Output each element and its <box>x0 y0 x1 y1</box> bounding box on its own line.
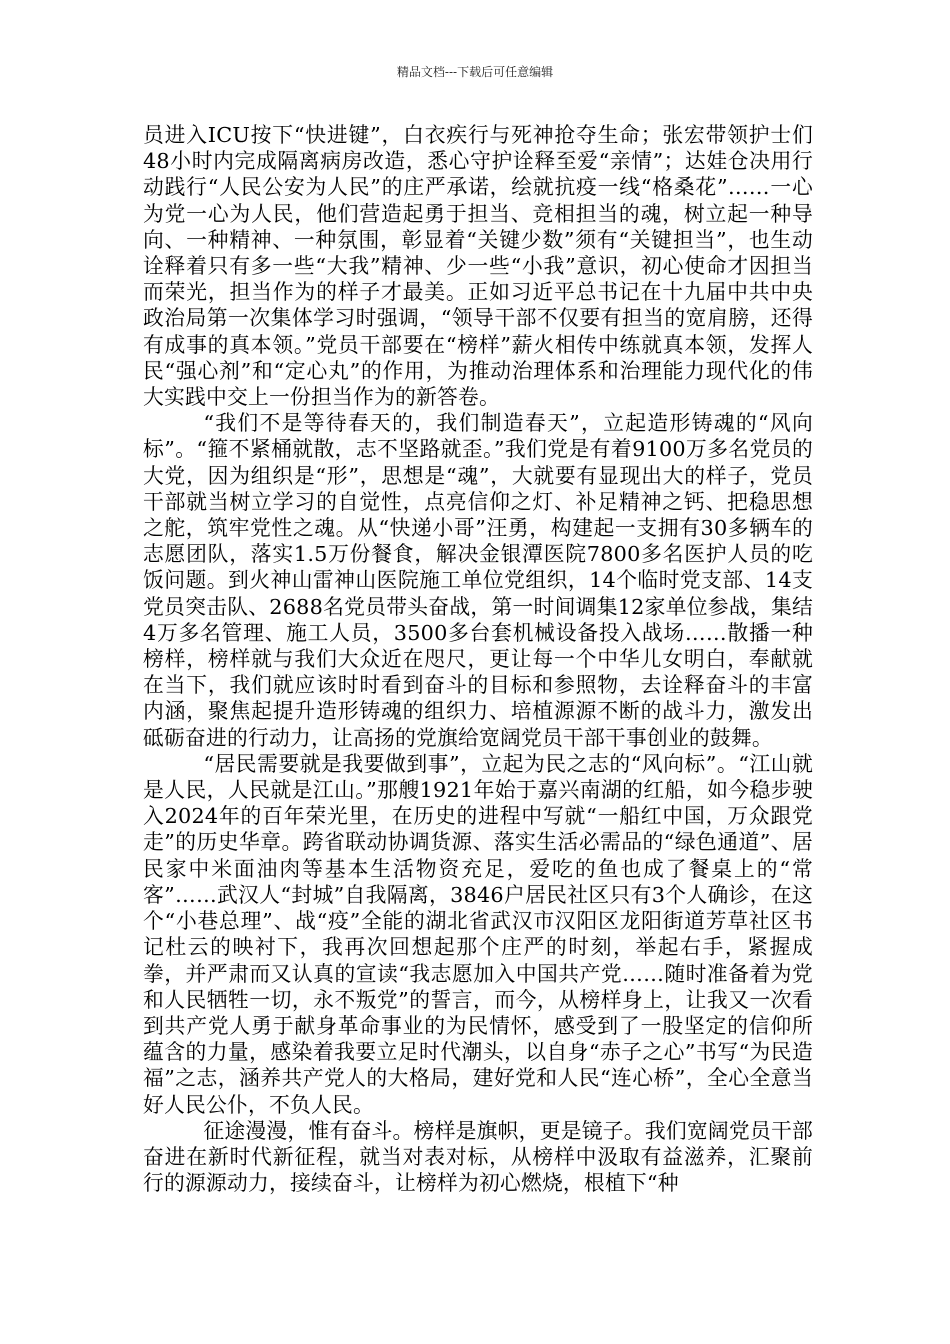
paragraph-2: “我们不是等待春天的，我们制造春天”，立起造形铸魂的“风向标”。“箍不紧桶就散，志不坚路就歪。”我们党是有着9100万多名党员的大党，因为组织是“形”，思想是“魂”，大就要有显现出大的样子，党员干部就当树立学习的自觉性，点亮信仰之灯、补足精神之钙、把稳思想之舵，筑牢党性之魂。从“快递小哥”汪勇，构建起一支拥有30多辆车的志愿团队，落实1.5万份餐食，解决金银潭医院7800多名医护人员的吃饭问题。到火神山雷神山医院施工单位党组织，14个临时党支部、14支党员突击队、2688名党员带头奋战，第一时间调集12家单位参战，集结4万多名管理、施工人员，3500多台套机械设备投入战场……散播一种榜样，榜样就与我们大众近在咫尺，更让每一个中华儿女明白，奉献就在当下，我们就应该时时看到奋斗的目标和参照物，去诠释奋斗的丰富内涵，聚焦起提升造形铸魂的组织力、培植源源不断的战斗力，激发出砥砺奋进的行动力，让高扬的党旗给宽阔党员干部干事创业的鼓舞。 <box>143 411 813 750</box>
paragraph-4: 征途漫漫，惟有奋斗。榜样是旗帜，更是镜子。我们宽阔党员干部奋进在新时代新征程，就当对表对标，从榜样中汲取有益滋养，汇聚前行的源源动力，接续奋斗，让榜样为初心燃烧，根植下“种 <box>143 1118 813 1196</box>
paragraph-1: 员进入ICU按下“快进键”，白衣疾行与死神抢夺生命；张宏带领护士们48小时内完成隔离病房改造，悉心守护诠释至爱“亲情”；达娃仓决用行动践行“人民公安为人民”的庄严承诺，绘就抗疫一线“格桑花”……一心为党一心为人民，他们营造起勇于担当、竞相担当的魂，树立起一种导向、一种精神、一种氛围，彰显着“关键少数”须有“关键担当”，也生动诠释着只有多一些“大我”精神、少一些“小我”意识，初心使命才因担当而荣光，担当作为的样子才最美。正如习近平总书记在十九届中共中央政治局第一次集体学习时强调，“领导干部不仅要有担当的宽肩膀，还得有成事的真本领。”党员干部要在“榜样”薪火相传中练就真本领，发挥人民“强心剂”和“定心丸”的作用，为推动治理体系和治理能力现代化的伟大实践中交上一份担当作为的新答卷。 <box>143 123 813 410</box>
paragraph-3: “居民需要就是我要做到事”，立起为民之志的“风向标”。“江山就是人民，人民就是江山。”那艘1921年始于嘉兴南湖的红船，如今稳步驶入2024年的百年荣光里，在历史的进程中写就“一船红中国，万众跟党走”的历史华章。跨省联动协调货源、落实生活必需品的“绿色通道”、居民家中米面油肉等基本生活物资充足，爱吃的鱼也成了餐桌上的“常客”……武汉人“封城”自我隔离，3846户居民社区只有3个人确诊，在这个“小巷总理”、战“疫”全能的湖北省武汉市汉阳区龙阳街道芳草社区书记杜云的映衬下，我再次回想起那个庄严的时刻，举起右手，紧握成拳，并严肃而又认真的宣读“我志愿加入中国共产党……随时准备着为党和人民牺牲一切，永不叛党”的誓言，而今，从榜样身上，让我又一次看到共产党人勇于献身革命事业的为民情怀，感受到了一股坚定的信仰所蕴含的力量，感染着我要立足时代潮头，以自身“赤子之心”书写“为民造福”之志，涵养共产党人的大格局，建好党和人民“连心桥”，全心全意当好人民公仆，不负人民。 <box>143 751 813 1117</box>
article-body <box>143 122 813 1196</box>
page-header: 精品文档---下载后可任意编辑 <box>396 65 554 79</box>
